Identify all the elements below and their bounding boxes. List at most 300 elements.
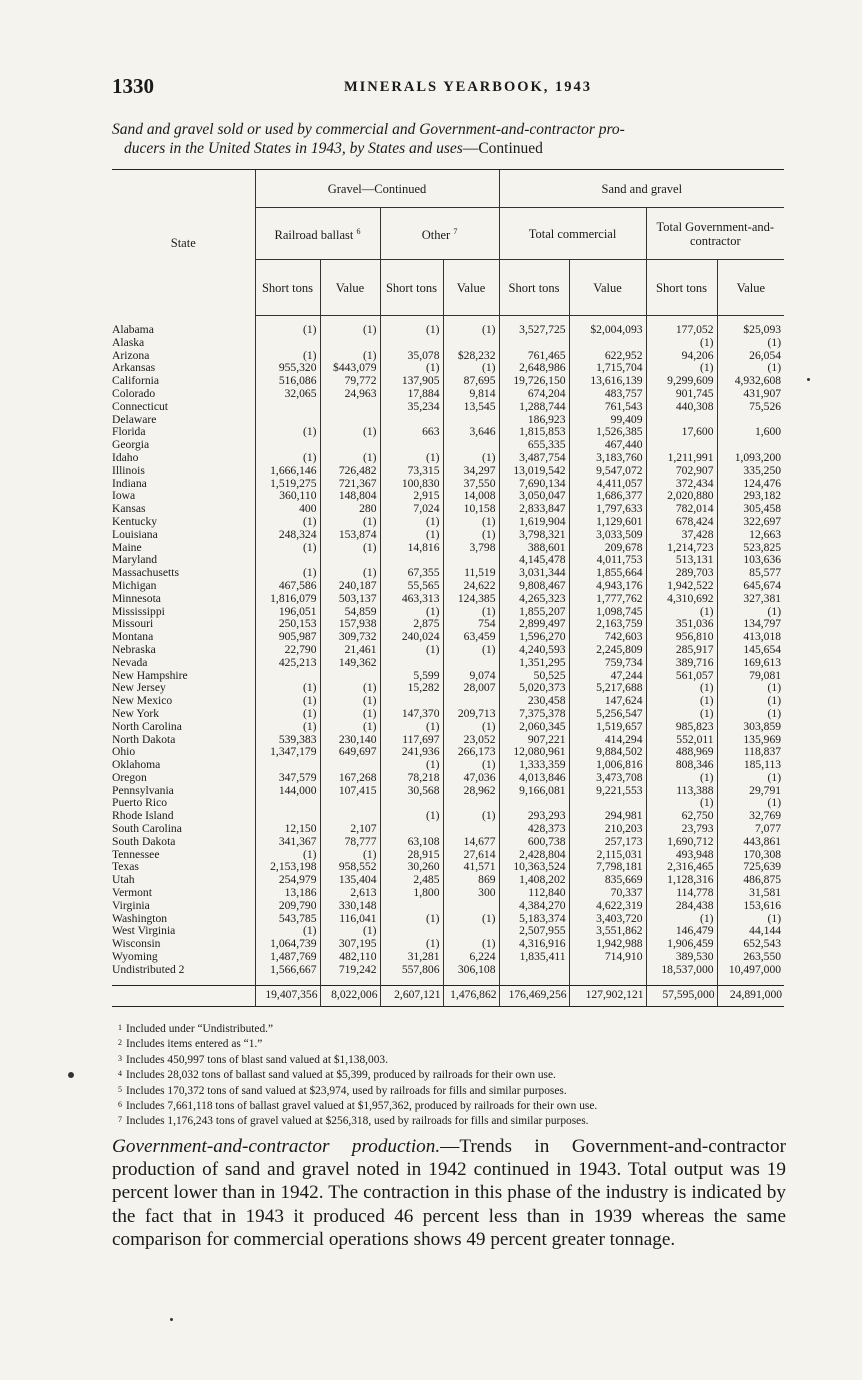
footnote bbox=[118, 1036, 788, 1051]
table-row bbox=[112, 964, 784, 977]
table-cell: 116,041 bbox=[320, 913, 380, 926]
footnote-number: 6 bbox=[118, 1100, 122, 1110]
table-cell: 1,519,275 bbox=[255, 478, 320, 491]
table-cell: 157,938 bbox=[320, 618, 380, 631]
table-cell: 5,020,373 bbox=[499, 682, 569, 695]
table-cell: 2,899,497 bbox=[499, 618, 569, 631]
table-row bbox=[112, 644, 784, 657]
table-cell: 7,077 bbox=[717, 823, 784, 836]
table-cell: 14,677 bbox=[443, 836, 499, 849]
table-cell: 463,313 bbox=[380, 593, 443, 606]
table-cell: (1) bbox=[320, 682, 380, 695]
table-cell: 782,014 bbox=[646, 503, 717, 516]
table-row bbox=[112, 874, 784, 887]
table-cell: 32,769 bbox=[717, 810, 784, 823]
table-cell: 30,568 bbox=[380, 785, 443, 798]
state-name: Ohio bbox=[112, 746, 136, 759]
table-row bbox=[112, 785, 784, 798]
table-cell: 3,646 bbox=[443, 426, 499, 439]
state-name: Virginia bbox=[112, 899, 150, 912]
table-cell: 144,000 bbox=[255, 785, 320, 798]
table-cell: 41,571 bbox=[443, 861, 499, 874]
footnote-number: 7 bbox=[118, 1115, 122, 1125]
table-cell bbox=[255, 337, 320, 350]
paragraph-body: —Trends in Government-and-contractor production of sand and gravel noted in 1942 continued in 1943. Total output was 19 percent lower than in 1942. The contraction in this phase of the industry is indicated by the fact that in 1943 it produced 46 percent less than in 1939 whereas the same comparison for commercial operations shows 49 percent greater tonnage. bbox=[112, 1136, 786, 1250]
table-cell: (1) bbox=[320, 516, 380, 529]
table-cell: 1,211,991 bbox=[646, 452, 717, 465]
table-cell: 35,078 bbox=[380, 350, 443, 363]
table-cell: 1,129,601 bbox=[569, 516, 646, 529]
total-commercial-header: Total commercial bbox=[499, 208, 646, 260]
state-name: Rhode Island bbox=[112, 810, 174, 823]
table-cell bbox=[255, 759, 320, 772]
table-cell: 117,697 bbox=[380, 734, 443, 747]
state-name: Indiana bbox=[112, 477, 147, 490]
table-row bbox=[112, 797, 784, 810]
table-cell: 425,213 bbox=[255, 657, 320, 670]
state-name: Tennessee bbox=[112, 848, 160, 861]
table-cell: $25,093 bbox=[717, 324, 784, 337]
railroad-ballast-header bbox=[255, 208, 380, 260]
state-name: Delaware bbox=[112, 413, 157, 426]
table-row bbox=[112, 439, 784, 452]
table-row bbox=[112, 721, 784, 734]
table-cell: 12,080,961 bbox=[499, 746, 569, 759]
table-cell: (1) bbox=[320, 567, 380, 580]
table-row bbox=[112, 542, 784, 555]
table-cell: 167,268 bbox=[320, 772, 380, 785]
table-cell: 2,613 bbox=[320, 887, 380, 900]
table-cell: 307,195 bbox=[320, 938, 380, 951]
table-cell: 3,487,754 bbox=[499, 452, 569, 465]
table-cell: 652,543 bbox=[717, 938, 784, 951]
table-cell bbox=[255, 401, 320, 414]
table-cell: (1) bbox=[320, 426, 380, 439]
state-name: Minnesota bbox=[112, 592, 161, 605]
table-cell: (1) bbox=[380, 452, 443, 465]
table-cell: 63,459 bbox=[443, 631, 499, 644]
state-name: Connecticut bbox=[112, 400, 169, 413]
state-header: State bbox=[112, 170, 255, 316]
table-cell: 2,316,465 bbox=[646, 861, 717, 874]
table-cell: (1) bbox=[380, 516, 443, 529]
table-cell: 372,434 bbox=[646, 478, 717, 491]
comm-short-tons-header: Short tons bbox=[499, 260, 569, 316]
table-cell: 754 bbox=[443, 618, 499, 631]
table-cell: 55,565 bbox=[380, 580, 443, 593]
state-name: Iowa bbox=[112, 490, 136, 503]
footnote-text: Included under “Undistributed.” bbox=[126, 1023, 274, 1035]
table-cell: 309,732 bbox=[320, 631, 380, 644]
table-cell: 169,613 bbox=[717, 657, 784, 670]
caption-line-1: Sand and gravel sold or used by commercial and Government-and-contractor pro- bbox=[112, 121, 625, 138]
table-cell: 835,669 bbox=[569, 874, 646, 887]
table-cell: 196,051 bbox=[255, 606, 320, 619]
table-row bbox=[112, 938, 784, 951]
table-row bbox=[112, 746, 784, 759]
table-cell bbox=[443, 823, 499, 836]
table-cell: 134,797 bbox=[717, 618, 784, 631]
table-cell: 2,245,809 bbox=[569, 644, 646, 657]
table-cell: 3,183,760 bbox=[569, 452, 646, 465]
table-cell: 4,265,323 bbox=[499, 593, 569, 606]
table-cell: 428,373 bbox=[499, 823, 569, 836]
table-cell: 14,008 bbox=[443, 490, 499, 503]
table-cell: (1) bbox=[646, 695, 717, 708]
table-cell bbox=[443, 554, 499, 567]
table-cell: 280 bbox=[320, 503, 380, 516]
table-row bbox=[112, 401, 784, 414]
table-cell: 1,288,744 bbox=[499, 401, 569, 414]
table-cell: (1) bbox=[717, 362, 784, 375]
table-cell bbox=[380, 900, 443, 913]
table-cell: 87,695 bbox=[443, 375, 499, 388]
table-row bbox=[112, 554, 784, 567]
table-cell: 294,981 bbox=[569, 810, 646, 823]
table-cell bbox=[569, 797, 646, 810]
table-cell: 3,798,321 bbox=[499, 529, 569, 542]
railroad-ballast-label: Railroad ballast bbox=[274, 228, 354, 243]
table-cell: 5,599 bbox=[380, 670, 443, 683]
table-cell: (1) bbox=[646, 606, 717, 619]
table-cell: 649,697 bbox=[320, 746, 380, 759]
table-cell: 118,837 bbox=[717, 746, 784, 759]
total-cell: 8,022,006 bbox=[320, 985, 380, 1006]
table-cell: 30,260 bbox=[380, 861, 443, 874]
state-name: North Carolina bbox=[112, 720, 182, 733]
table-cell: 9,166,081 bbox=[499, 785, 569, 798]
table-cell: 135,404 bbox=[320, 874, 380, 887]
table-cell: 655,335 bbox=[499, 439, 569, 452]
total-cell: 2,607,121 bbox=[380, 985, 443, 1006]
table-cell: 37,550 bbox=[443, 478, 499, 491]
other-note: 7 bbox=[453, 226, 458, 236]
table-cell: 347,579 bbox=[255, 772, 320, 785]
running-title: MINERALS YEARBOOK, 1943 bbox=[343, 79, 593, 95]
table-cell: (1) bbox=[380, 324, 443, 337]
table-cell: 488,969 bbox=[646, 746, 717, 759]
table-cell: 543,785 bbox=[255, 913, 320, 926]
table-cell: 24,963 bbox=[320, 388, 380, 401]
footnote bbox=[118, 1083, 788, 1098]
state-name: Oklahoma bbox=[112, 759, 161, 772]
table-cell: 146,479 bbox=[646, 925, 717, 938]
state-name: Alabama bbox=[112, 324, 154, 336]
table-cell: $443,079 bbox=[320, 362, 380, 375]
table-cell: (1) bbox=[717, 337, 784, 350]
table-cell: 186,923 bbox=[499, 414, 569, 427]
table-cell: 266,173 bbox=[443, 746, 499, 759]
table-cell: 112,840 bbox=[499, 887, 569, 900]
total-cell: 24,891,000 bbox=[717, 985, 784, 1006]
table-cell: 67,355 bbox=[380, 567, 443, 580]
table-cell: 9,299,609 bbox=[646, 375, 717, 388]
table-cell: 7,375,378 bbox=[499, 708, 569, 721]
table-cell: 486,875 bbox=[717, 874, 784, 887]
footnote-number: 5 bbox=[118, 1084, 122, 1094]
table-row bbox=[112, 362, 784, 375]
table-cell: 63,108 bbox=[380, 836, 443, 849]
table-cell: 493,948 bbox=[646, 849, 717, 862]
table-row bbox=[112, 503, 784, 516]
table-row bbox=[112, 695, 784, 708]
table-cell: (1) bbox=[443, 938, 499, 951]
table-cell: 4,145,478 bbox=[499, 554, 569, 567]
table-cell: 23,793 bbox=[646, 823, 717, 836]
state-name: New Mexico bbox=[112, 695, 173, 708]
table-cell: 3,798 bbox=[443, 542, 499, 555]
table-cell: 4,240,593 bbox=[499, 644, 569, 657]
table-cell: 400 bbox=[255, 503, 320, 516]
table-cell: 300 bbox=[443, 887, 499, 900]
rr-value-header: Value bbox=[320, 260, 380, 316]
table-row bbox=[112, 490, 784, 503]
table-cell: 513,131 bbox=[646, 554, 717, 567]
table-cell: (1) bbox=[443, 810, 499, 823]
ink-speck bbox=[170, 1318, 173, 1321]
table-row bbox=[112, 951, 784, 964]
state-name: Undistributed 2 bbox=[112, 963, 185, 976]
table-cell: 958,552 bbox=[320, 861, 380, 874]
table-cell bbox=[320, 414, 380, 427]
table-row bbox=[112, 465, 784, 478]
table-cell: (1) bbox=[443, 362, 499, 375]
total-cell: 1,476,862 bbox=[443, 985, 499, 1006]
state-name: Colorado bbox=[112, 387, 156, 400]
table-cell: 4,411,057 bbox=[569, 478, 646, 491]
table-cell: 1,800 bbox=[380, 887, 443, 900]
table-cell: 721,367 bbox=[320, 478, 380, 491]
table-cell: (1) bbox=[443, 324, 499, 337]
table-cell bbox=[320, 554, 380, 567]
table-cell: 2,115,031 bbox=[569, 849, 646, 862]
table-cell: 12,663 bbox=[717, 529, 784, 542]
state-name: Missouri bbox=[112, 618, 154, 631]
table-cell: 100,830 bbox=[380, 478, 443, 491]
state-name: Mississippi bbox=[112, 605, 165, 618]
table-cell bbox=[255, 439, 320, 452]
table-cell: (1) bbox=[443, 516, 499, 529]
table-cell: 761,465 bbox=[499, 350, 569, 363]
table-row bbox=[112, 426, 784, 439]
state-name: California bbox=[112, 375, 160, 388]
table-cell: 3,031,344 bbox=[499, 567, 569, 580]
table-cell: 9,808,467 bbox=[499, 580, 569, 593]
table-cell bbox=[499, 797, 569, 810]
table-cell: 1,942,522 bbox=[646, 580, 717, 593]
table-cell: 3,403,720 bbox=[569, 913, 646, 926]
table-row bbox=[112, 324, 784, 337]
table-cell: 516,086 bbox=[255, 375, 320, 388]
table-cell: 389,716 bbox=[646, 657, 717, 670]
table-cell: 7,690,134 bbox=[499, 478, 569, 491]
table-cell: 4,011,753 bbox=[569, 554, 646, 567]
state-name: Maryland bbox=[112, 554, 158, 567]
footnote-number: 1 bbox=[118, 1023, 122, 1032]
table-cell: 137,905 bbox=[380, 375, 443, 388]
table-row bbox=[112, 516, 784, 529]
table-row bbox=[112, 452, 784, 465]
other-header bbox=[380, 208, 499, 260]
table-cell: (1) bbox=[443, 529, 499, 542]
gravel-continued-header: Gravel—Continued bbox=[255, 170, 499, 208]
table-cell: 19,726,150 bbox=[499, 375, 569, 388]
table-cell: 2,648,986 bbox=[499, 362, 569, 375]
table-cell: 4,943,176 bbox=[569, 580, 646, 593]
table-cell: (1) bbox=[443, 606, 499, 619]
table-cell: 7,798,181 bbox=[569, 861, 646, 874]
table-cell: 27,614 bbox=[443, 849, 499, 862]
totals-row bbox=[112, 985, 784, 1006]
table-cell: 79,081 bbox=[717, 670, 784, 683]
table-cell: 10,497,000 bbox=[717, 964, 784, 977]
table-cell: 23,052 bbox=[443, 734, 499, 747]
table-cell: (1) bbox=[646, 772, 717, 785]
table-cell: (1) bbox=[717, 695, 784, 708]
caption-continued: —Continued bbox=[462, 140, 543, 157]
table-cell: 1,816,079 bbox=[255, 593, 320, 606]
table-cell: 1,526,385 bbox=[569, 426, 646, 439]
table-cell: 9,884,502 bbox=[569, 746, 646, 759]
table-cell: 4,384,270 bbox=[499, 900, 569, 913]
table-cell: 467,586 bbox=[255, 580, 320, 593]
table-cell: 9,221,553 bbox=[569, 785, 646, 798]
table-cell: 85,577 bbox=[717, 567, 784, 580]
table-row bbox=[112, 734, 784, 747]
footnotes bbox=[118, 1021, 788, 1129]
table-cell: 1,666,146 bbox=[255, 465, 320, 478]
table-cell: 9,814 bbox=[443, 388, 499, 401]
table-cell: (1) bbox=[320, 695, 380, 708]
table-cell bbox=[443, 695, 499, 708]
table-row bbox=[112, 606, 784, 619]
table-cell: 254,979 bbox=[255, 874, 320, 887]
footnote-text: Includes 170,372 tons of sand valued at $23,974, used by railroads for fills and similar purposes. bbox=[126, 1084, 567, 1097]
table-cell: 443,861 bbox=[717, 836, 784, 849]
table-cell: 293,293 bbox=[499, 810, 569, 823]
table-cell: (1) bbox=[380, 759, 443, 772]
footnote bbox=[118, 1021, 788, 1036]
table-cell: 725,639 bbox=[717, 861, 784, 874]
table-cell: 4,316,916 bbox=[499, 938, 569, 951]
state-name: Illinois bbox=[112, 464, 145, 477]
table-cell: 1,351,295 bbox=[499, 657, 569, 670]
table-row bbox=[112, 759, 784, 772]
table-row bbox=[112, 478, 784, 491]
table-cell: 663 bbox=[380, 426, 443, 439]
table-cell: 645,674 bbox=[717, 580, 784, 593]
table-cell: 2,428,804 bbox=[499, 849, 569, 862]
other-label: Other bbox=[421, 228, 451, 243]
state-name: Alaska bbox=[112, 336, 145, 349]
table-cell: 1,835,411 bbox=[499, 951, 569, 964]
table-cell bbox=[443, 337, 499, 350]
state-name: Washington bbox=[112, 912, 168, 925]
table-cell: 124,476 bbox=[717, 478, 784, 491]
table-cell: 248,324 bbox=[255, 529, 320, 542]
table-cell: 28,007 bbox=[443, 682, 499, 695]
table-cell: 1,942,988 bbox=[569, 938, 646, 951]
state-name: Kansas bbox=[112, 503, 146, 516]
footnote-number: 4 bbox=[118, 1069, 122, 1079]
table-cell: 1,487,769 bbox=[255, 951, 320, 964]
table-cell: 210,203 bbox=[569, 823, 646, 836]
table-row bbox=[112, 670, 784, 683]
table-cell bbox=[255, 810, 320, 823]
table-cell: 808,346 bbox=[646, 759, 717, 772]
table-cell bbox=[255, 797, 320, 810]
table-cell: (1) bbox=[255, 426, 320, 439]
table-cell: (1) bbox=[380, 644, 443, 657]
table-cell: 17,600 bbox=[646, 426, 717, 439]
table-cell: 240,024 bbox=[380, 631, 443, 644]
table-cell: 9,074 bbox=[443, 670, 499, 683]
state-name: West Virginia bbox=[112, 925, 176, 938]
table-cell bbox=[646, 414, 717, 427]
table-cell: 13,019,542 bbox=[499, 465, 569, 478]
table-cell: 303,859 bbox=[717, 721, 784, 734]
table-cell bbox=[320, 401, 380, 414]
table-cell bbox=[443, 414, 499, 427]
table-cell: 107,415 bbox=[320, 785, 380, 798]
table-cell: 2,153,198 bbox=[255, 861, 320, 874]
table-cell: 622,952 bbox=[569, 350, 646, 363]
table-cell: 440,308 bbox=[646, 401, 717, 414]
table-cell: 31,281 bbox=[380, 951, 443, 964]
table-cell: 431,907 bbox=[717, 388, 784, 401]
table-row bbox=[112, 849, 784, 862]
table-cell bbox=[380, 414, 443, 427]
table-cell: 483,757 bbox=[569, 388, 646, 401]
table-cell bbox=[380, 823, 443, 836]
table-cell bbox=[380, 554, 443, 567]
table-cell: 4,310,692 bbox=[646, 593, 717, 606]
railroad-ballast-note: 6 bbox=[356, 226, 361, 236]
table-cell: 901,745 bbox=[646, 388, 717, 401]
table-cell: 1,815,853 bbox=[499, 426, 569, 439]
table-cell: 124,385 bbox=[443, 593, 499, 606]
table-cell: 230,140 bbox=[320, 734, 380, 747]
table-cell: 73,315 bbox=[380, 465, 443, 478]
table-cell: 31,581 bbox=[717, 887, 784, 900]
footnote bbox=[118, 1052, 788, 1067]
table-cell: 241,936 bbox=[380, 746, 443, 759]
table-cell: 1,214,723 bbox=[646, 542, 717, 555]
table-cell: 185,113 bbox=[717, 759, 784, 772]
table-cell: 322,697 bbox=[717, 516, 784, 529]
footnote-number: 2 bbox=[118, 1038, 122, 1048]
table-row bbox=[112, 772, 784, 785]
table-cell: (1) bbox=[443, 913, 499, 926]
footnote-text: Includes 1,176,243 tons of gravel valued at $256,318, used by railroads for fills and similar purposes. bbox=[126, 1115, 589, 1128]
table-cell bbox=[717, 414, 784, 427]
table-cell: 103,636 bbox=[717, 554, 784, 567]
table-cell: 28,962 bbox=[443, 785, 499, 798]
state-name: Nevada bbox=[112, 656, 148, 669]
table-cell: 388,601 bbox=[499, 542, 569, 555]
table-cell: 2,163,759 bbox=[569, 618, 646, 631]
caption-line-2-text: ducers in the United States in 1943, by States and uses bbox=[124, 140, 463, 157]
table-row bbox=[112, 836, 784, 849]
table-cell: 54,859 bbox=[320, 606, 380, 619]
state-name: Arizona bbox=[112, 349, 150, 362]
table-cell bbox=[255, 670, 320, 683]
table-cell bbox=[569, 337, 646, 350]
gov-value-header: Value bbox=[717, 260, 784, 316]
table-cell: 1,093,200 bbox=[717, 452, 784, 465]
table-cell bbox=[255, 554, 320, 567]
table-cell: 148,804 bbox=[320, 490, 380, 503]
